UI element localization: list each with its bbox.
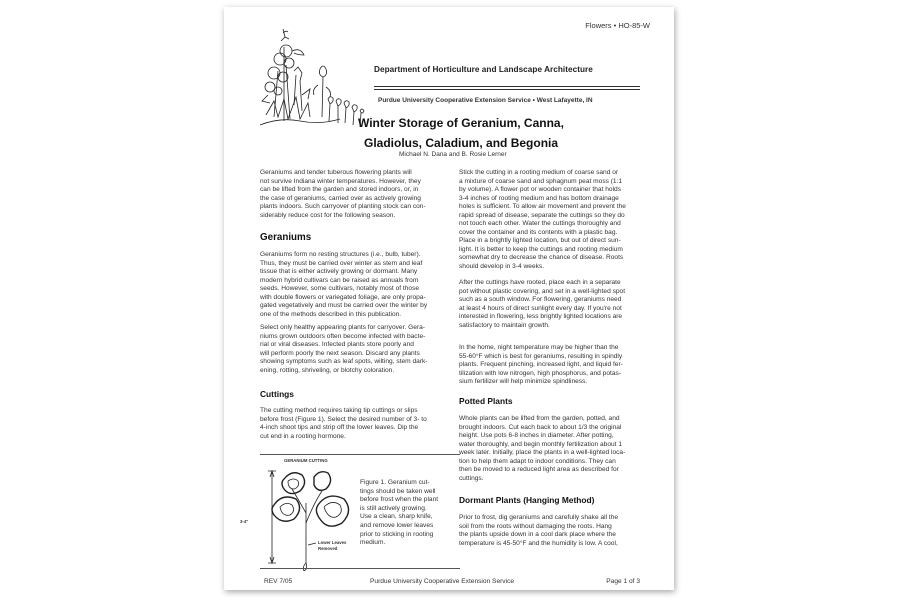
cuttings-heading: Cuttings [260,389,294,399]
text-line: rapid spread of disease, separate the cuttings so they do [459,211,625,219]
caption-line: is still actively growing. [360,504,427,512]
caption-line: before frost when the plant [360,496,439,504]
text-line: showing symptoms such as leaf spots, wilting, stem dark- [260,358,428,366]
text-line: 55-60°F which is best for geraniums, resulting in spindly [459,352,623,360]
document-title-line-2: Gladiolus, Caladium, and Begonia [364,136,559,150]
caption-line: and remove lower leaves [360,521,434,529]
text-line: week later. Initially, place the plants in a well-lighted loca- [459,449,626,457]
dimension-line [268,471,276,563]
text-line: the plants upside down in a cool dark place where the [459,531,616,539]
text-line: tion to help them adapt to indoor conditions. They can [459,457,616,465]
potted-plants-heading: Potted Plants [459,396,513,406]
text-line: Thus, they must be carried over winter as stem and leaf [260,259,423,267]
text-line: height. Use pots 6-8 inches in diameter. After potting, [459,432,614,440]
department-name: Department of Horticulture and Landscape Architecture [374,65,593,74]
text-line: 4-inch shoot tips and strip off the lower leaves. Dip the [260,424,419,432]
text-line: ening, rotting, shriveling, or blotchy coloration. [260,366,395,374]
intro-paragraph [260,169,460,220]
text-line: gated vegetatively and must be carried over the winter by [260,302,428,310]
text-line: one of the methods described in this publication. [260,310,402,318]
text-line: by volume). A flower pot or wooden container that holds [459,186,622,194]
text-line: not touch each other. Water the cuttings thoroughly and [459,220,621,228]
geraniums-paragraph-1 [260,251,460,319]
footer-publisher: Purdue University Cooperative Extension Service [370,578,515,585]
caption-line: Use a clean, sharp knife, [360,513,433,521]
text-line: soil from the roots without damaging the roots. Hang [459,522,612,530]
text-line: pot without plastic covering, and set in a well-lighted spot [459,287,626,295]
caption-line: medium. [360,539,386,547]
text-line: cut end in a rooting hormone. [260,432,346,440]
text-line: Select only healthy appearing plants for carryover. Gera- [260,324,425,331]
text-line: plants indoors. Such carryover of planting stock can con- [260,203,426,211]
text-line: rial or viral diseases. Infected plants store poorly and [260,341,414,349]
night-temperature-paragraph [459,344,664,387]
text-line: interested in flowering, less brightly lighted locations are [459,313,623,321]
annotation-line: Lower Leaves [318,540,347,545]
revision-label: REV 7/05 [264,578,293,585]
dormant-plants-heading: Dormant Plants (Hanging Method) [459,495,595,505]
text-line: satisfactory to maintain growth. [459,321,550,329]
document-id: Flowers • HO-85-W [585,21,650,30]
caption-line: prior to sticking in rooting [360,530,434,538]
figure-top-rule [260,454,460,455]
text-line: niums grown outdoors often become infected with bacte- [260,332,426,340]
flower-illustration [256,25,366,130]
potted-plants-paragraph [459,415,664,483]
text-line: water thoroughly, and begin monthly fertilization about 1 [459,440,622,448]
text-line: siderably reduce cost for the following season. [260,211,396,219]
caption-line: Figure 1. Geranium cut- [360,479,430,486]
text-line: brought indoors. Cut each back to about 1/3 the original [459,423,622,431]
text-line: Stick the cutting in a rooting medium of coarse sand or [459,169,619,176]
text-line: tissue that is either actively growing or dormant. Many [260,268,418,276]
text-line: holes is sufficient. To allow air movement and prevent the [459,203,626,211]
text-line: Prior to frost, dig geraniums and carefully shake all the [459,514,619,521]
text-line: seeds. However, some cultivars, notably most of those [260,285,420,293]
text-line: Geraniums and tender tuberous flowering plants will [260,169,412,176]
text-line: before frost (Figure 1). Select the desired number of 3- to [260,415,427,423]
text-line: can be lifted from the garden and stored indoors, or, in [260,186,419,194]
text-line: cuttings. [459,474,484,482]
header-rule-secondary [374,89,640,90]
text-line: should develop in 3-4 weeks. [459,263,545,271]
geranium-cutting-illustration [262,463,358,571]
rooting-paragraph [459,169,664,272]
extension-service-line: Purdue University Cooperative Extension Service • West Lafayette, IN [378,97,593,104]
text-line: such as a south window. For flowering, geraniums need [459,296,622,304]
text-line: cover the container and its contents with a plastic bag. [459,228,618,236]
dormant-plants-paragraph [459,514,664,548]
rooted-cuttings-paragraph [459,279,664,330]
text-line: 3-4 inches of rooting medium and has bottom drainage [459,194,619,202]
text-line: light. It is better to keep the cuttings and rooting medium [459,245,623,253]
text-line: sium fertilizer will help minimize spindliness. [459,378,588,386]
figure-caption [360,479,460,548]
text-line: tilization with low nitrogen, high phosphorus, and potas- [459,369,622,377]
text-line: The cutting method requires taking tip cuttings or slips [260,407,418,414]
dimension-label: 3-4" [240,519,249,524]
text-line: somewhat dry to decrease the chance of disease. Roots [459,254,624,262]
text-line: the case of geraniums, carried over as actively growing [260,194,421,202]
annotation-line: Removed [318,545,338,551]
text-line: Place in a brightly lighted location, but out of direct sun- [459,237,621,245]
caption-line: tings should be taken well [360,487,436,495]
text-line: not survive Indiana winter temperatures. However, they [260,177,421,185]
text-line: a mixture of coarse sand and sphagnum peat moss (1:1 [459,177,623,185]
cuttings-paragraph [260,407,460,441]
text-line: plants. Frequent pinching, increased light, and liquid fer- [459,361,623,369]
document-page [224,7,674,590]
page-number: Page 1 of 3 [606,578,640,585]
authors: Michael N. Dana and B. Rosie Lerner [399,151,507,158]
text-line: at least 4 hours of direct sunlight every day. If you're not [459,304,622,312]
geraniums-paragraph-2 [260,324,460,375]
text-line: Geraniums form no resting structures (i.e., bulb, tuber). [260,251,421,258]
lower-leaves-annotation [318,540,346,551]
geraniums-heading: Geraniums [260,232,312,243]
text-line: with double flowers or variegated foliage, are only propa- [260,293,426,301]
figure-bottom-rule [260,568,460,569]
document-title-line-1: Winter Storage of Geranium, Canna, [358,116,564,130]
text-line: modern hybrid cultivars can be raised as annuals from [260,276,419,284]
text-line: In the home, night temperature may be higher than the [459,344,619,351]
text-line: After the cuttings have rooted, place each in a separate [459,279,621,286]
header-rule [374,86,640,87]
text-line: temperature is 45-50°F and the humidity is low. A cool, [459,539,618,547]
text-line: then be moved to a reduced light area as described for [459,466,619,474]
text-line: will perform poorly the next season. Discard any plants [260,349,420,357]
figure-label: GERANIUM CUTTING [284,458,328,463]
text-line: Whole plants can be lifted from the garden, potted, and [459,415,620,422]
